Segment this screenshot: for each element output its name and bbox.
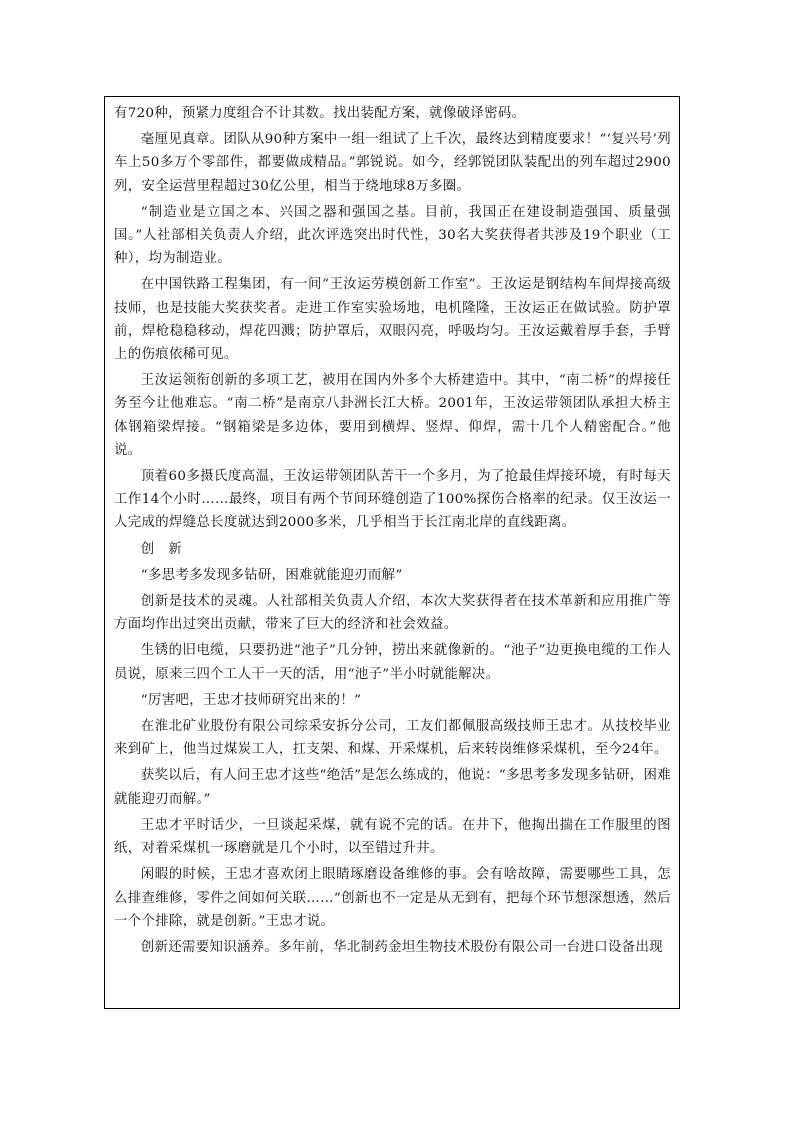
paragraph: 生锈的旧电缆，只要扔进“池子”几分钟，捞出来就像新的。“池子”边更换电缆的工作人员说，原来三四个工人干一天的活，用“池子”半小时就能解决。 (114, 643, 671, 682)
paragraph: 创新是技术的灵魂。人社部相关负责人介绍，本次大奖获得者在技术革新和应用推广等方面均作出过突出贡献，带来了巨大的经济和社会效益。 (114, 594, 671, 633)
paragraph: 在中国铁路工程集团，有一间“王汝运劳模创新工作室”。王汝运是钢结构车间焊接高级技师，也是技能大奖获奖者。走进工作室实验场地，电机隆隆，王汝运正在做试验。防护罩前，焊枪稳稳移动，焊花四溅；防护罩后，双眼闪亮，呼吸均匀。王汝运戴着厚手套，手臂上的伤痕依稀可见。 (114, 277, 671, 363)
paragraph: 闲暇的时候，王忠才喜欢闭上眼睛琢磨设备维修的事。会有啥故障，需要哪些工具，怎么排查维修，零件之间如何关联……“创新也不一定是从无到有，把每个环节想深想透，然后一个个排除，就是创新。”王忠才说。 (114, 867, 671, 929)
paragraph: 创新还需要知识涵养。多年前，华北制药金坦生物技术股份有限公司一台进口设备出现 (140, 939, 663, 955)
paragraph: 王汝运领衔创新的多项工艺，被用在国内外多个大桥建造中。其中，“南二桥”的焊接任务至今让他难忘。“南二桥”是南京八卦洲长江大桥。2001年，王汝运带领团队承担大桥主体钢箱梁焊接。“钢箱梁是多边体，要用到横焊、竖焊、仰焊，需十几个人精密配合。”他说。 (114, 373, 671, 458)
paragraph: 毫厘见真章。团队从90种方案中一组一组试了上千次，最终达到精度要求！“‘复兴号’列车上50多万个零部件，都要做成精品。”郭锐说。如今，经郭锐团队装配出的列车超过2900列，安全运营里程超过30亿公里，相当于绕地球8万多圈。 (114, 132, 671, 194)
paragraph: 获奖以后，有人问王忠才这些“绝活”是怎么练成的，他说：“多思考多发现多钻研，困难就能迎刃而解。” (114, 768, 671, 807)
section-subheading: “多思考多发现多钻研，困难就能迎刃而解” (140, 567, 403, 583)
section-heading: 创 新 (140, 541, 183, 557)
paragraph: 有720种，预紧力度组合不计其数。找出装配方案，就像破译密码。 (114, 106, 526, 121)
article-body (105, 97, 679, 959)
paragraph: 在淮北矿业股份有限公司综采安拆分公司，工友们都佩服高级技师王忠才。从技校毕业来到矿上，他当过煤炭工人，扛支架、和煤、开采煤机，后来转岗维修采煤机，至今24年。 (114, 719, 671, 758)
text-frame (104, 96, 680, 1009)
paragraph: “厉害吧，王忠才技师研究出来的！” (140, 692, 362, 708)
paragraph: 王忠才平时话少，一旦谈起采煤，就有说不完的话。在井下，他掏出揣在工作服里的图纸，对着采煤机一琢磨就是几个小时，以至错过升井。 (114, 817, 671, 857)
paragraph: “制造业是立国之本、兴国之器和强国之基。目前，我国正在建设制造强国、质量强国。”人社部相关负责人介绍，此次评选突出时代性，30名大奖获得者共涉及19个职业（工种），均为制造业。 (114, 204, 671, 267)
paragraph: 顶着60多摄氏度高温，王汝运带领团队苦干一个多月，为了抢最佳焊接环境，有时每天工作14个小时……最终，项目有两个节间环缝创造了100%探伤合格率的纪录。仅王汝运一人完成的焊缝总长度就达到2000多米，几乎相当于长江南北岸的直线距离。 (114, 469, 671, 531)
